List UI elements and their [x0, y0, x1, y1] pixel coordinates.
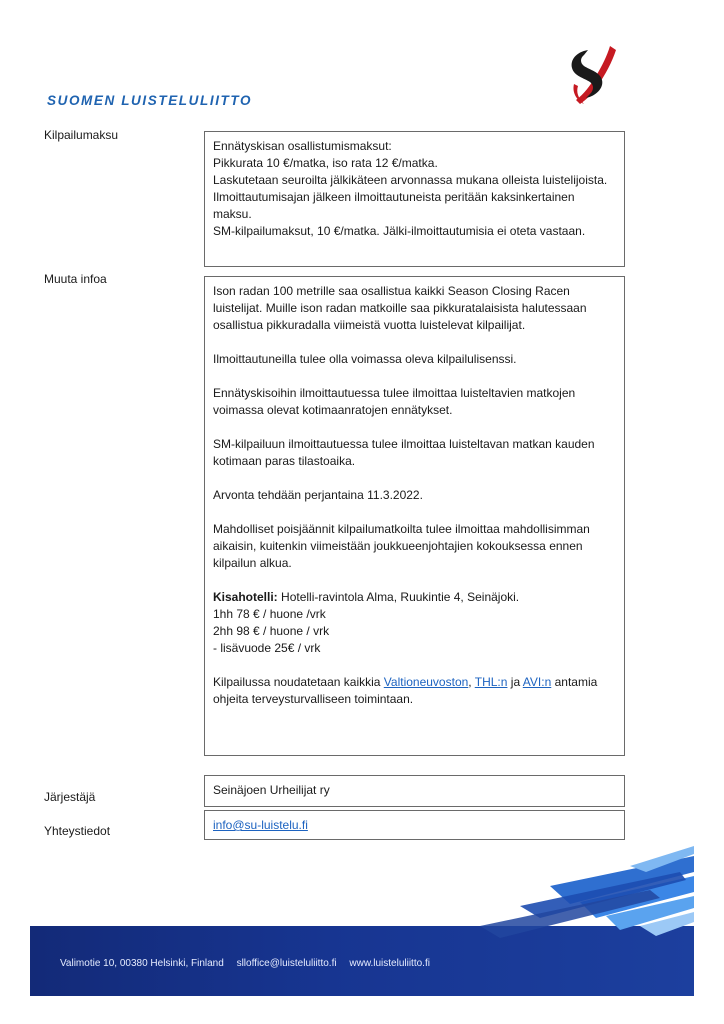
rules-paragraph	[213, 674, 616, 708]
hotel-price-line: - lisävuode 25€ / vrk	[213, 641, 321, 655]
hotel-price-line: 1hh 78 € / huone /vrk	[213, 607, 326, 621]
valtioneuvosto-link[interactable]: Valtioneuvoston	[383, 675, 469, 689]
hotel-price-line: 2hh 98 € / huone / vrk	[213, 624, 330, 638]
avi-link[interactable]: AVI:n	[522, 675, 552, 689]
info-paragraph: Ennätyskisoihin ilmoittautuessa tulee ilmoittaa luisteltavien matkojen voimassa olevat kotimaanratojen ennätykset.	[213, 386, 576, 417]
hotel-text: Hotelli-ravintola Alma, Ruukintie 4, Seinäjoki.	[277, 590, 520, 604]
info-paragraph: Ison radan 100 metrille saa osallistua kaikki Season Closing Racen luistelijat. Muille ison radan matkoille saa pikkuratalaisista halutessaan osallistua pikkuradalla viimeistä vuotta luistelevat kilpailijat.	[213, 284, 587, 332]
organizer-label: Järjestäjä	[44, 790, 96, 804]
contact-label: Yhteystiedot	[44, 824, 111, 838]
info-paragraph: SM-kilpailuun ilmoittautuessa tulee ilmoittaa luisteltavan matkan kauden kotimaan paras tilastoaika.	[213, 437, 595, 468]
info-paragraph: Mahdolliset poisjäännit kilpailumatkoilta tulee ilmoittaa mahdollisimman aikaisin, kuitenkin viimeistään joukkueenjohtajien kokouksessa ennen kilpailun alkua.	[213, 522, 590, 570]
rules-suffix: antamia ohjeita terveysturvalliseen toimintaan.	[213, 675, 598, 706]
fee-line: Ennätyskisan osallistumismaksut:	[213, 139, 392, 153]
fee-line: Laskutetaan seuroilta jälkikäteen arvonnassa mukana olleista luistelijoista. Ilmoittautumisajan jälkeen ilmoittautuneista peritään kaksinkertainen maksu.	[213, 173, 608, 221]
fee-line: SM-kilpailumaksut, 10 €/matka. Jälki-ilmoittautumisia ei oteta vastaan.	[213, 224, 586, 238]
hotel-block	[213, 589, 616, 657]
footer-address: Valimotie 10, 00380 Helsinki, Finland	[60, 958, 224, 969]
info-label: Muuta infoa	[44, 272, 107, 286]
footer-decoration-icon	[420, 846, 694, 942]
fee-label: Kilpailumaksu	[44, 128, 119, 142]
footer-contact	[60, 958, 440, 969]
hotel-title: Kisahotelli:	[213, 590, 278, 604]
organizer-box	[204, 775, 625, 807]
info-box	[204, 276, 625, 756]
contact-box	[204, 810, 625, 840]
info-paragraph: Arvonta tehdään perjantaina 11.3.2022.	[213, 488, 423, 502]
org-name: SUOMEN LUISTELULIITTO	[47, 93, 253, 108]
footer-website[interactable]: www.luisteluliitto.fi	[349, 958, 430, 969]
rules-prefix: Kilpailussa noudatetaan kaikkia	[213, 675, 384, 689]
fee-box	[204, 131, 625, 267]
organizer-value: Seinäjoen Urheilijat ry	[213, 783, 330, 797]
info-paragraph: Ilmoittautuneilla tulee olla voimassa oleva kilpailulisenssi.	[213, 352, 517, 366]
rules-sep: ja	[507, 675, 523, 689]
footer-email[interactable]: slloffice@luisteluliitto.fi	[236, 958, 337, 969]
fee-line: Pikkurata 10 €/matka, iso rata 12 €/matka.	[213, 156, 438, 170]
thl-link[interactable]: THL:n	[474, 675, 508, 689]
rules-sep: ,	[468, 675, 475, 689]
skating-union-logo-icon	[566, 44, 620, 108]
contact-email-link[interactable]: info@su-luistelu.fi	[213, 818, 308, 832]
